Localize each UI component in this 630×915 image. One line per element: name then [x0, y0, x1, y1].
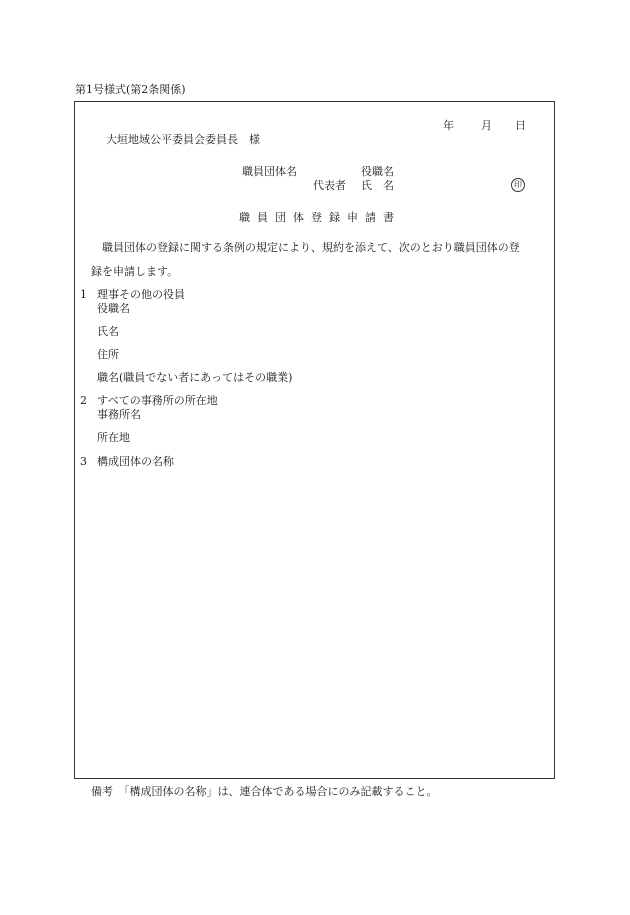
field-office-name: 事務所名 [97, 408, 141, 421]
field-address: 住所 [97, 348, 119, 361]
section-3-heading: 構成団体の名称 [97, 455, 174, 468]
form-title: 職員団体登録申請書 [239, 211, 401, 224]
footnote: 備考 「構成団体の名称」は、連合体である場合にのみ記載すること。 [91, 785, 438, 798]
field-position-title: 役職名 [97, 302, 130, 315]
field-occupation: 職名(職員でない者にあってはその職業) [97, 371, 293, 384]
section-2-number: 2 [80, 394, 87, 407]
section-3-number: 3 [80, 455, 87, 468]
field-name: 氏名 [97, 325, 119, 338]
seal-mark: 印 [511, 178, 525, 192]
position-label: 役職名 [361, 165, 394, 178]
addressee: 大垣地域公平委員会委員長 様 [106, 133, 260, 146]
form-number: 第1号様式(第2条関係) [75, 83, 186, 96]
representative-label: 代表者 [313, 179, 346, 192]
section-2-heading: すべての事務所の所在地 [97, 394, 218, 407]
field-office-location: 所在地 [97, 431, 130, 444]
date-month-label: 月 [481, 119, 492, 132]
section-1-number: 1 [80, 288, 87, 301]
section-1-heading: 理事その他の役員 [97, 288, 185, 301]
organization-name-label: 職員団体名 [242, 165, 297, 178]
date-day-label: 日 [515, 119, 526, 132]
body-text-line-2: 録を申請します。 [91, 265, 179, 278]
date-year-label: 年 [443, 119, 454, 132]
application-form-frame [74, 101, 555, 779]
body-text-line-1: 職員団体の登録に関する条例の規定により、規約を添えて、次のとおり職員団体の登 [102, 241, 520, 254]
name-label: 氏 名 [361, 179, 394, 192]
